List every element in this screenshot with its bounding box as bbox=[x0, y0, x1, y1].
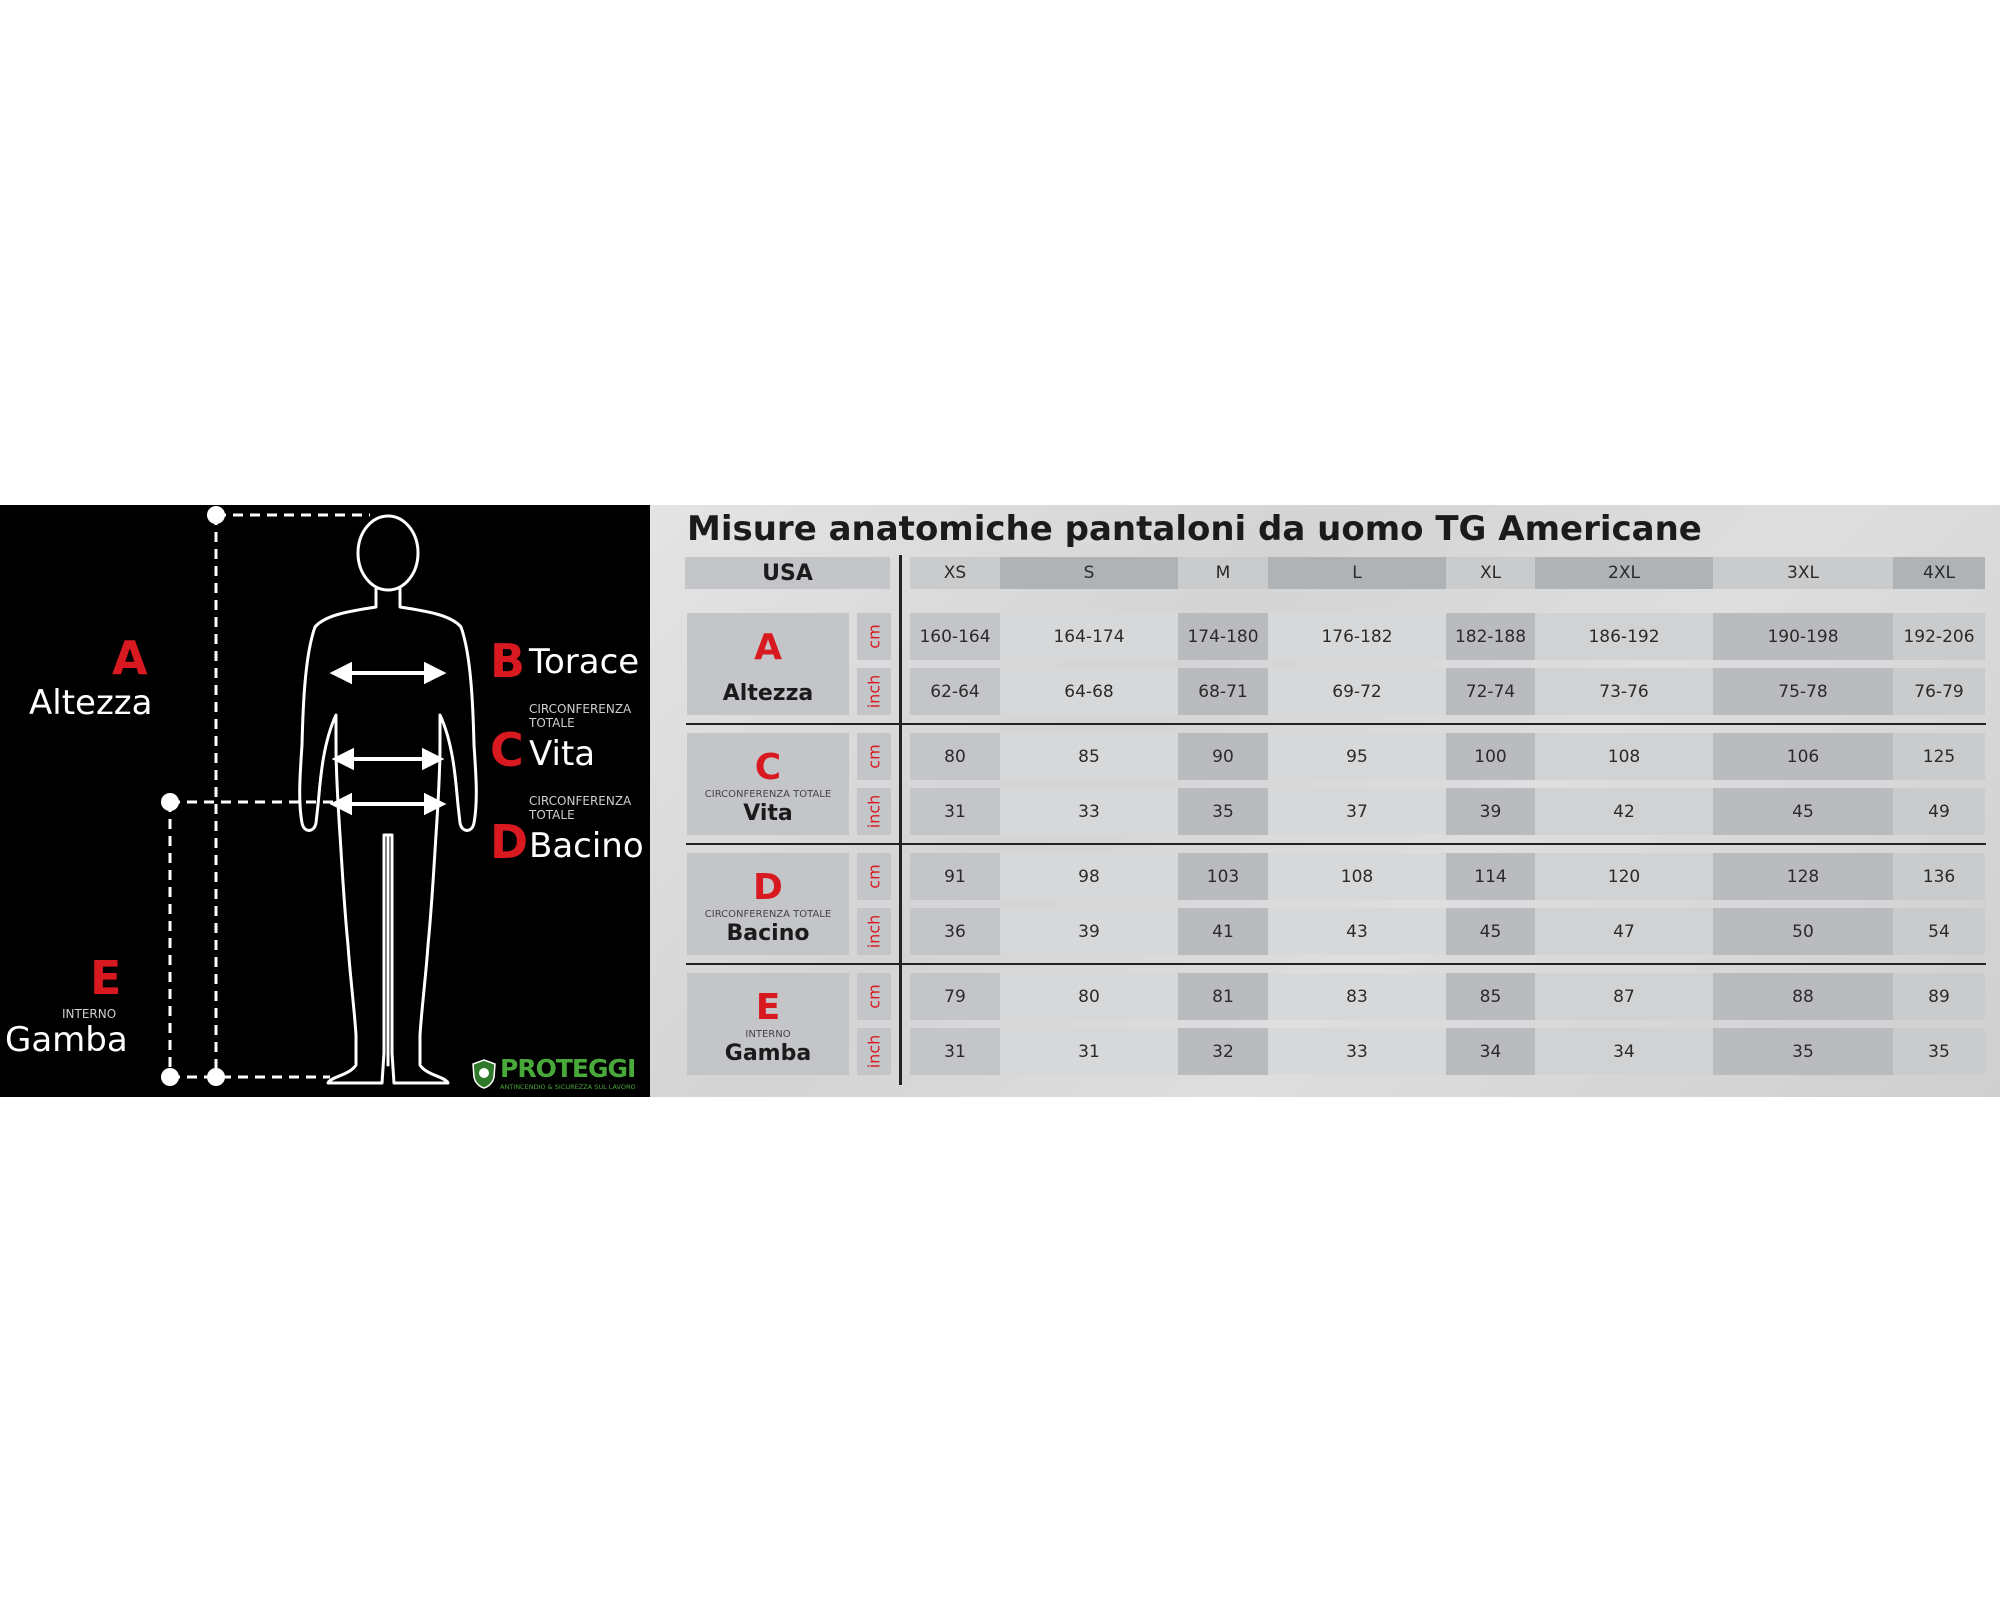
label-a-word: Altezza bbox=[29, 683, 153, 723]
table-cell: 106 bbox=[1713, 733, 1893, 780]
label-d-word: Bacino bbox=[529, 826, 644, 866]
table-cell: 80 bbox=[1000, 973, 1178, 1020]
logo-tagline: ANTINCENDIO & SICUREZZA SUL LAVORO bbox=[500, 1083, 636, 1091]
table-cell: 41 bbox=[1178, 908, 1268, 955]
table-cell: 45 bbox=[1713, 788, 1893, 835]
row-label-letter: E bbox=[755, 987, 781, 1028]
table-cell: 87 bbox=[1535, 973, 1713, 1020]
table-cell: 103 bbox=[1178, 853, 1268, 900]
label-d-small: CIRCONFERENZA TOTALE bbox=[529, 794, 632, 822]
row-label-letter: D bbox=[753, 867, 783, 908]
table-cell: 89 bbox=[1893, 973, 1985, 1020]
table-cell: 31 bbox=[1000, 1028, 1178, 1075]
unit-label: inch bbox=[864, 914, 884, 949]
table-cell: 39 bbox=[1000, 908, 1178, 955]
table-cell: 34 bbox=[1446, 1028, 1535, 1075]
size-header-2xl: 2XL bbox=[1535, 557, 1713, 589]
unit-label: cm bbox=[864, 744, 884, 769]
table-cell: 69-72 bbox=[1268, 668, 1446, 715]
size-table-panel bbox=[650, 505, 2000, 1097]
table-cell: 182-188 bbox=[1446, 613, 1535, 660]
table-cell: 31 bbox=[910, 1028, 1000, 1075]
table-cell: 47 bbox=[1535, 908, 1713, 955]
table-cell: 35 bbox=[1178, 788, 1268, 835]
table-cell: 33 bbox=[1000, 788, 1178, 835]
unit-cm bbox=[857, 973, 891, 1020]
row-label-gamba bbox=[687, 973, 849, 1075]
size-header-xl: XL bbox=[1446, 557, 1535, 589]
table-cell: 98 bbox=[1000, 853, 1178, 900]
unit-label: inch bbox=[864, 794, 884, 829]
column-divider bbox=[899, 555, 902, 1085]
table-cell: 64-68 bbox=[1000, 668, 1178, 715]
unit-cm bbox=[857, 613, 891, 660]
row-label-word: Vita bbox=[743, 801, 793, 826]
table-cell: 72-74 bbox=[1446, 668, 1535, 715]
table-cell: 160-164 bbox=[910, 613, 1000, 660]
row-label-letter: A bbox=[754, 627, 782, 668]
row-label-bacino bbox=[687, 853, 849, 955]
label-a-letter: A bbox=[112, 631, 148, 685]
table-cell: 120 bbox=[1535, 853, 1713, 900]
row-label-letter: C bbox=[754, 747, 782, 788]
group-separator bbox=[686, 843, 1986, 845]
label-e-small: INTERNO bbox=[62, 1007, 117, 1021]
label-e-letter: E bbox=[90, 951, 122, 1005]
table-cell: 42 bbox=[1535, 788, 1713, 835]
group-separator bbox=[686, 963, 1986, 965]
table-cell: 190-198 bbox=[1713, 613, 1893, 660]
table-cell: 39 bbox=[1446, 788, 1535, 835]
table-cell: 68-71 bbox=[1178, 668, 1268, 715]
unit-inch bbox=[857, 668, 891, 715]
table-cell: 33 bbox=[1268, 1028, 1446, 1075]
row-label-altezza bbox=[687, 613, 849, 715]
table-cell: 100 bbox=[1446, 733, 1535, 780]
size-header-xs: XS bbox=[910, 557, 1000, 589]
table-cell: 35 bbox=[1713, 1028, 1893, 1075]
unit-label: inch bbox=[864, 674, 884, 709]
table-cell: 176-182 bbox=[1268, 613, 1446, 660]
row-label-small: CIRCONFERENZA TOTALE bbox=[704, 789, 832, 800]
unit-label: cm bbox=[864, 864, 884, 889]
group-separator bbox=[686, 723, 1986, 725]
row-label-word: Gamba bbox=[724, 1041, 812, 1066]
table-cell: 35 bbox=[1893, 1028, 1985, 1075]
table-cell: 73-76 bbox=[1535, 668, 1713, 715]
label-c-small: CIRCONFERENZA TOTALE bbox=[529, 702, 632, 730]
logo-name: PROTEGGI bbox=[500, 1054, 636, 1083]
table-cell: 186-192 bbox=[1535, 613, 1713, 660]
unit-inch bbox=[857, 908, 891, 955]
row-label-word: Altezza bbox=[722, 681, 814, 706]
table-cell: 81 bbox=[1178, 973, 1268, 1020]
usa-header: USA bbox=[685, 557, 890, 589]
unit-inch bbox=[857, 1028, 891, 1075]
table-cell: 108 bbox=[1535, 733, 1713, 780]
table-cell: 76-79 bbox=[1893, 668, 1985, 715]
table-cell: 125 bbox=[1893, 733, 1985, 780]
row-label-vita bbox=[687, 733, 849, 835]
size-header-l: L bbox=[1268, 557, 1446, 589]
size-header-s: S bbox=[1000, 557, 1178, 589]
table-cell: 36 bbox=[910, 908, 1000, 955]
table-cell: 50 bbox=[1713, 908, 1893, 955]
table-cell: 37 bbox=[1268, 788, 1446, 835]
size-header-3xl: 3XL bbox=[1713, 557, 1893, 589]
table-title: Misure anatomiche pantaloni da uomo TG Americane bbox=[687, 509, 1702, 549]
unit-cm bbox=[857, 733, 891, 780]
unit-label: inch bbox=[864, 1034, 884, 1069]
size-header-4xl: 4XL bbox=[1893, 557, 1985, 589]
label-e-word: Gamba bbox=[5, 1020, 128, 1060]
table-cell: 62-64 bbox=[910, 668, 1000, 715]
proteggi-logo bbox=[472, 1055, 650, 1097]
table-cell: 192-206 bbox=[1893, 613, 1985, 660]
shield-icon bbox=[472, 1059, 496, 1089]
table-cell: 174-180 bbox=[1178, 613, 1268, 660]
row-label-small: INTERNO bbox=[745, 1029, 791, 1040]
table-cell: 88 bbox=[1713, 973, 1893, 1020]
label-b-letter: B bbox=[490, 634, 526, 688]
table-cell: 164-174 bbox=[1000, 613, 1178, 660]
table-cell: 95 bbox=[1268, 733, 1446, 780]
table-cell: 75-78 bbox=[1713, 668, 1893, 715]
table-cell: 128 bbox=[1713, 853, 1893, 900]
table-cell: 91 bbox=[910, 853, 1000, 900]
table-cell: 108 bbox=[1268, 853, 1446, 900]
size-chart-banner bbox=[0, 505, 2000, 1097]
unit-label: cm bbox=[864, 624, 884, 649]
table-cell: 90 bbox=[1178, 733, 1268, 780]
unit-inch bbox=[857, 788, 891, 835]
label-c-letter: C bbox=[490, 723, 524, 777]
table-cell: 43 bbox=[1268, 908, 1446, 955]
table-cell: 34 bbox=[1535, 1028, 1713, 1075]
table-cell: 83 bbox=[1268, 973, 1446, 1020]
size-header-m: M bbox=[1178, 557, 1268, 589]
table-cell: 80 bbox=[910, 733, 1000, 780]
table-cell: 79 bbox=[910, 973, 1000, 1020]
table-cell: 85 bbox=[1000, 733, 1178, 780]
row-label-small: CIRCONFERENZA TOTALE bbox=[704, 909, 832, 920]
table-cell: 45 bbox=[1446, 908, 1535, 955]
table-cell: 31 bbox=[910, 788, 1000, 835]
row-label-word: Bacino bbox=[726, 921, 810, 946]
table-cell: 32 bbox=[1178, 1028, 1268, 1075]
label-d-letter: D bbox=[490, 815, 529, 869]
label-c-word: Vita bbox=[529, 734, 596, 774]
table-cell: 114 bbox=[1446, 853, 1535, 900]
table-cell: 136 bbox=[1893, 853, 1985, 900]
table-cell: 49 bbox=[1893, 788, 1985, 835]
unit-cm bbox=[857, 853, 891, 900]
table-cell: 85 bbox=[1446, 973, 1535, 1020]
body-figure-panel bbox=[0, 505, 650, 1097]
unit-label: cm bbox=[864, 984, 884, 1009]
label-b-word: Torace bbox=[529, 642, 640, 682]
table-cell: 54 bbox=[1893, 908, 1985, 955]
